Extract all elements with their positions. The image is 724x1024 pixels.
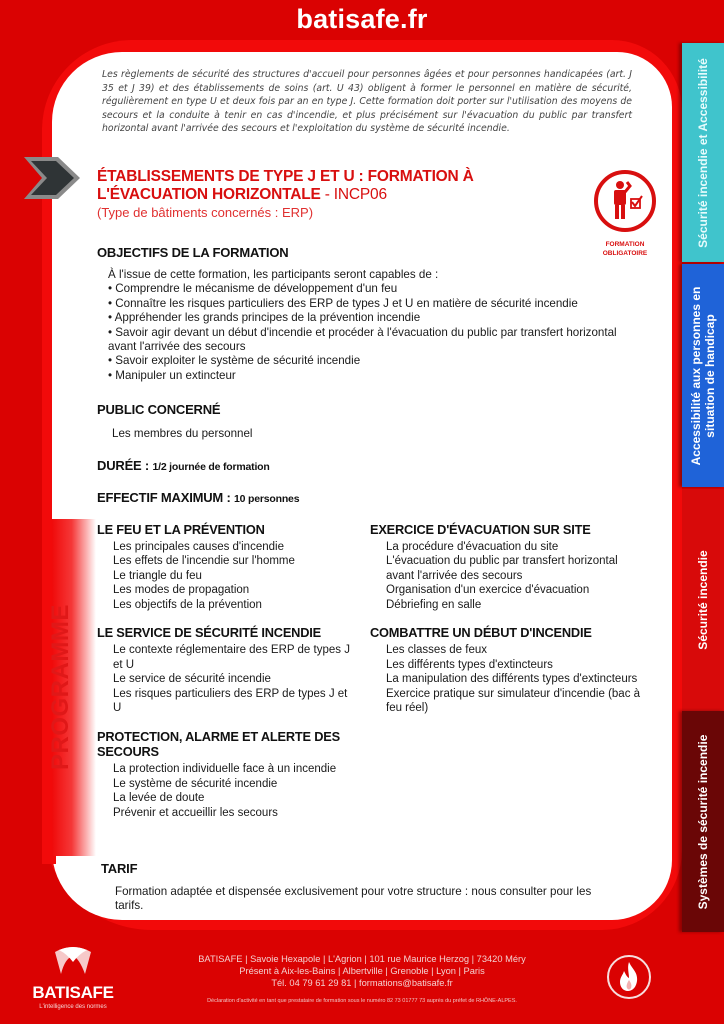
course-title-text: ÉTABLISSEMENTS DE TYPE J ET U : FORMATION À L'ÉVACUATION HORIZONTALE: [97, 168, 474, 203]
site-title: batisafe.fr: [296, 4, 428, 34]
course-title: [97, 168, 567, 204]
course-title-block: [97, 168, 567, 221]
group-item: Organisation d'un exercice d'évacuation: [386, 584, 590, 597]
tarif-text: Formation adaptée et dispensée exclusivement pour votre structure : nous consulter pour les tarifs.: [115, 885, 592, 913]
public-text: Les membres du personnel: [112, 427, 253, 440]
objectifs-heading: OBJECTIFS DE LA FORMATION: [97, 245, 289, 260]
objectif-item: • Manipuler un extincteur: [108, 368, 236, 382]
side-tab-label: Systèmes de sécurité incendie: [696, 734, 710, 909]
side-tab-accessibilite-handicap[interactable]: [682, 264, 724, 487]
side-tab-securite-accessibilite[interactable]: [682, 43, 724, 262]
footer-contact: [150, 953, 574, 990]
group-item: Les différents types d'extincteurs: [386, 658, 553, 671]
group-item: La manipulation des différents types d'extincteurs: [386, 673, 638, 686]
group-item: Les modes de propagation: [113, 584, 250, 597]
objectifs-list: [108, 268, 628, 383]
group-item: Les effets de l'incendie sur l'homme: [113, 555, 295, 568]
tarif-heading: TARIF: [101, 861, 138, 876]
group-item: Le contexte réglementaire des ERP de types J et U: [113, 643, 350, 671]
group-item: L'évacuation du public par transfert horizontal avant l'arrivée des secours: [386, 555, 618, 582]
side-tab-label: Accessibilité aux personnes en situation de handicap: [689, 286, 717, 465]
group-heading: COMBATTRE UN DÉBUT D'INCENDIE: [370, 625, 592, 641]
group-item: Les classes de feux: [386, 643, 488, 656]
duree-line: [97, 458, 270, 473]
duree-value: 1/2 journée de formation: [152, 461, 270, 473]
public-heading: PUBLIC CONCERNÉ: [97, 402, 221, 417]
chevron-right-icon: [22, 155, 82, 201]
group-item: Débriefing en salle: [386, 598, 482, 611]
group-heading: LE SERVICE DE SÉCURITÉ INCENDIE: [97, 625, 321, 641]
group-item: Les principales causes d'incendie: [113, 540, 284, 553]
group-item: Prévenir et accueillir les secours: [113, 806, 278, 819]
logo-mark-icon: [51, 944, 95, 978]
footer-address: BATISAFE | Savoie Hexapole | L'Agrion | 101 rue Maurice Herzog | 73420 Méry: [198, 954, 526, 964]
programme-right-column: [370, 522, 645, 729]
badge-line-2: OBLIGATOIRE: [602, 249, 648, 257]
group-item: Le système de sécurité incendie: [113, 777, 278, 790]
effectif-label: EFFECTIF MAXIMUM :: [97, 490, 235, 505]
duree-label: DURÉE :: [97, 458, 153, 473]
side-tab-securite-incendie[interactable]: [682, 489, 724, 711]
badge-label: [590, 241, 660, 258]
logo-tagline: L'intelligence des normes: [39, 1004, 107, 1010]
fire-icon: [605, 953, 653, 1001]
programme-group: [97, 729, 357, 820]
side-tab-systemes-securite[interactable]: [682, 711, 724, 932]
programme-group: [97, 625, 357, 715]
course-subtitle: (Type de bâtiments concernés : ERP): [97, 205, 314, 220]
group-item: La protection individuelle face à un incendie: [113, 762, 337, 775]
group-item: Le service de sécurité incendie: [113, 673, 271, 686]
objectif-item: • Comprendre le mécanisme de développement d'un feu: [108, 282, 398, 296]
intro-paragraph: Les règlements de sécurité des structures d'accueil pour personnes âgées et pour personnes handicapées (art. J 35 et J 39) et des établissements de soins (art. U 43) obligent à former le personnel en matière de sécurité, régulièrement en type U et deux fois par an en type J. Cette formation doit porter sur l'utilisation des moyens de secours et la conduite à tenir en cas d'incendie, et plus précisément sur l'évacuation du public par transfert horizontal avant l'arrivée des secours et l'exploitation du système de sécurité incendie.: [102, 69, 632, 135]
objectif-item: • Savoir agir devant un début d'incendie et procéder à l'évacuation du public par transfert horizontal avant l'arrivée des secours: [108, 325, 617, 354]
group-item: Exercice pratique sur simulateur d'incendie (bac à feu réel): [386, 687, 641, 715]
effectif-value: 10 personnes: [234, 493, 300, 505]
group-item: Les objectifs de la prévention: [113, 598, 262, 611]
group-item: Les risques particuliers des ERP de types J et U: [113, 687, 348, 715]
group-item: La procédure d'évacuation du site: [386, 540, 559, 553]
programme-group: [370, 625, 645, 715]
group-heading: EXERCICE D'ÉVACUATION SUR SITE: [370, 522, 591, 537]
group-heading: PROTECTION, ALARME ET ALERTE DES SECOURS: [97, 728, 340, 760]
programme-label: PROGRAMME: [47, 604, 74, 770]
person-checkbox-icon: [592, 168, 658, 234]
effectif-line: [97, 490, 299, 505]
footer-declaration: Déclaration d'activité en tant que prestataire de formation sous le numéro 82 73 01777 73 auprès du préfet de RHÔNE-ALPES.: [207, 998, 517, 1004]
side-tab-label: Sécurité incendie et Accessibilité: [696, 57, 710, 248]
group-item: La levée de doute: [113, 792, 205, 805]
mandatory-badge: [590, 168, 660, 260]
objectif-item: • Connaître les risques particuliers des ERP de types J et U en matière de sécurité incendie: [108, 296, 578, 310]
programme-group: [97, 522, 357, 612]
programme-group: [370, 522, 645, 612]
group-item: Le triangle du feu: [113, 569, 202, 582]
course-code: - INCP06: [320, 186, 387, 203]
batisafe-logo: [28, 944, 118, 1022]
objectif-item: • Savoir exploiter le système de sécurité incendie: [108, 354, 361, 368]
side-tab-label: Sécurité incendie: [696, 550, 710, 650]
logo-name: BATISAFE: [32, 983, 114, 1002]
badge-line-1: FORMATION: [605, 241, 645, 248]
programme-left-column: [97, 522, 357, 833]
group-heading: LE FEU ET LA PRÉVENTION: [97, 522, 265, 537]
objectif-item: • Appréhender les grands principes de la prévention incendie: [108, 311, 421, 325]
footer-locations: Présent à Aix-les-Bains | Albertville | Grenoble | Lyon | Paris: [239, 966, 485, 977]
objectifs-intro: À l'issue de cette formation, les participants seront capables de :: [108, 268, 439, 281]
footer-phone-email: Tél. 04 79 61 29 81 | formations@batisafe.fr: [271, 978, 453, 989]
